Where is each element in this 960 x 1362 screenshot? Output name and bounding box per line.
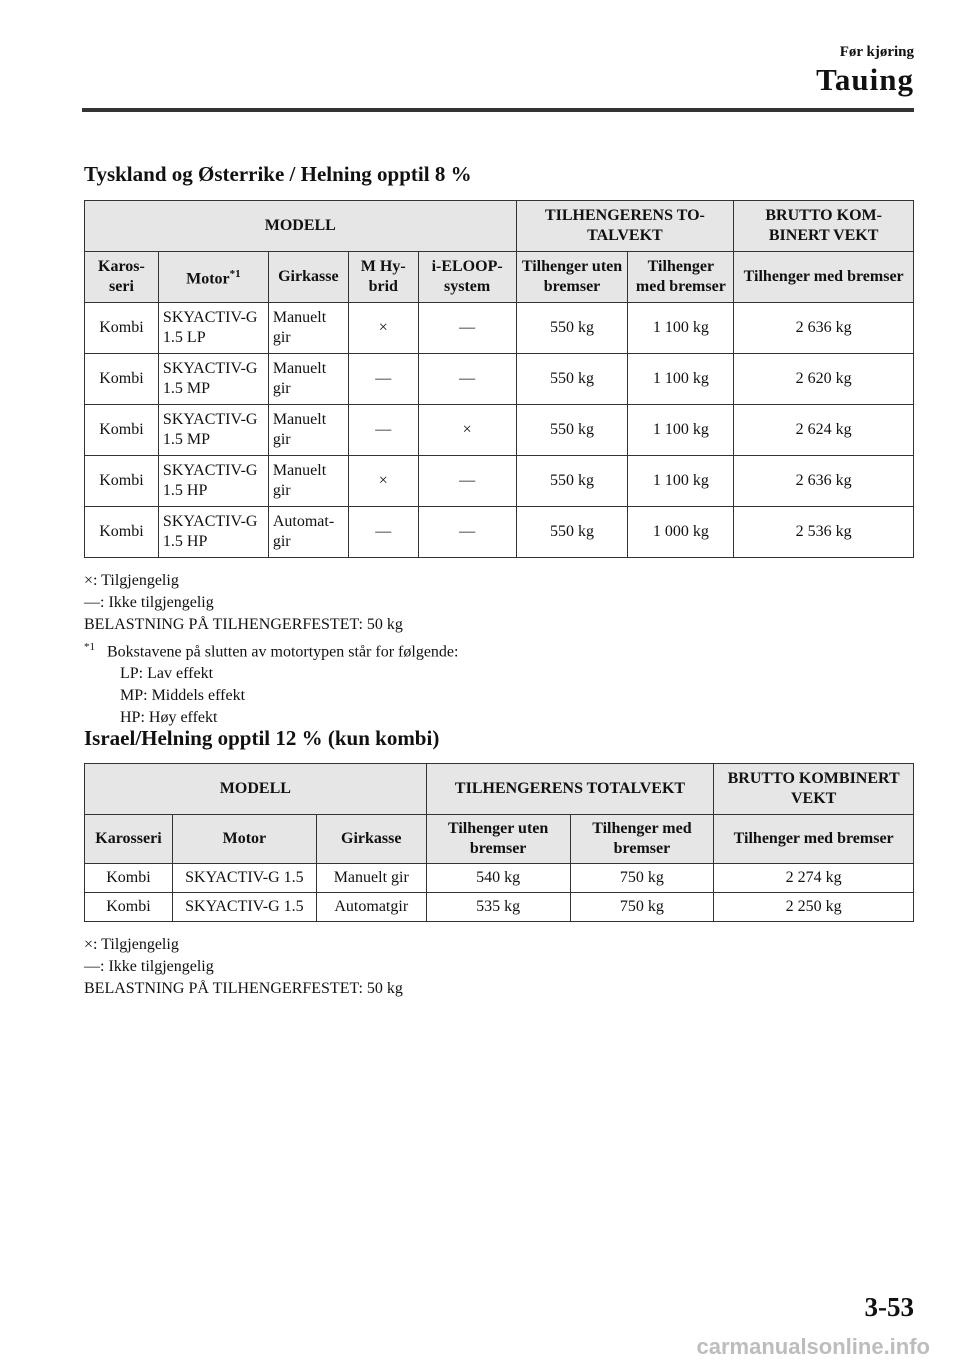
cell-m-hybrid: — [348, 507, 418, 558]
table-row [85, 405, 914, 456]
cell-engine: SKYACTIV-G 1.5 LP [158, 303, 268, 354]
cell-unbraked: 550 kg [516, 456, 628, 507]
note-tongue-load: BELASTNING PÅ TILHENGERFESTET: 50 kg [84, 616, 403, 633]
cell-body: Kombi [85, 354, 159, 405]
table-row [85, 354, 914, 405]
cell-engine: SKYACTIV-G 1.5 MP [158, 405, 268, 456]
cell-gearbox: Manuelt gir [268, 405, 348, 456]
cell-gearbox: Manuelt gir [268, 354, 348, 405]
cell-body: Kombi [85, 893, 173, 922]
col-header-engine [158, 252, 268, 303]
col-header-gearbox: Girkasse [268, 252, 348, 303]
table-row [85, 303, 914, 354]
cell-gross: 2 636 kg [734, 303, 914, 354]
cell-ieloop: — [418, 303, 516, 354]
cell-braked: 1 000 kg [628, 507, 734, 558]
note-not-available: —: Ikke tilgjengelig [84, 958, 214, 975]
footnote-hp: HP: Høy effekt [120, 709, 218, 727]
cell-gross: 2 620 kg [734, 354, 914, 405]
cell-braked: 1 100 kg [628, 354, 734, 405]
section1-notes [84, 570, 458, 729]
page-number: 3-53 [864, 1292, 914, 1322]
cell-gearbox: Manuelt gir [268, 456, 348, 507]
cell-gross: 2 536 kg [734, 507, 914, 558]
cell-unbraked: 540 kg [426, 864, 570, 893]
cell-body: Kombi [85, 864, 173, 893]
col-header-engine-label: Motor [186, 270, 230, 288]
cell-engine: SKYACTIV-G 1.5 [172, 864, 316, 893]
cell-engine: SKYACTIV-G 1.5 [172, 893, 316, 922]
col-header-engine: Motor [172, 815, 316, 864]
col-header-unbraked: Tilhenger uten bremser [426, 815, 570, 864]
section1-title: Tyskland og Østerrike / Helning opptil 8 % [84, 162, 472, 186]
footnote [84, 636, 458, 663]
cell-gearbox: Automatgir [316, 893, 426, 922]
cell-braked: 1 100 kg [628, 405, 734, 456]
note-not-available: —: Ikke tilgjengelig [84, 594, 214, 611]
cell-engine: SKYACTIV-G 1.5 MP [158, 354, 268, 405]
cell-gross: 2 636 kg [734, 456, 914, 507]
cell-body: Kombi [85, 507, 159, 558]
cell-body: Kombi [85, 303, 159, 354]
cell-gross: 2 274 kg [714, 864, 914, 893]
table-row [85, 507, 914, 558]
footer-watermark: carmanualsonline.info [696, 1334, 930, 1359]
col-header-braked: Tilhenger med bremser [570, 815, 714, 864]
section-label: Før kjøring [839, 44, 914, 60]
cell-unbraked: 550 kg [516, 354, 628, 405]
cell-m-hybrid: × [348, 303, 418, 354]
cell-ieloop: — [418, 456, 516, 507]
cell-ieloop: × [418, 405, 516, 456]
group-header-model: MODELL [85, 764, 427, 815]
cell-engine: SKYACTIV-G 1.5 HP [158, 456, 268, 507]
col-header-braked: Tilhenger med bremser [628, 252, 734, 303]
footnote-text: Bokstavene på slutten av motortypen står for følgende: [107, 643, 459, 661]
table-row [85, 864, 914, 893]
cell-gearbox: Automatgir [268, 507, 348, 558]
group-header-trailer-weight: TILHENGERENS TOTALVEKT [426, 764, 714, 815]
group-header-gross-weight: BRUTTO KOMBINERT VEKT [714, 764, 914, 815]
cell-unbraked: 550 kg [516, 303, 628, 354]
cell-unbraked: 535 kg [426, 893, 570, 922]
note-tongue-load: BELASTNING PÅ TILHENGERFESTET: 50 kg [84, 980, 403, 997]
cell-body: Kombi [85, 405, 159, 456]
cell-braked: 750 kg [570, 864, 714, 893]
cell-engine: SKYACTIV-G 1.5 HP [158, 507, 268, 558]
note-available: ×: Tilgjengelig [84, 936, 179, 953]
cell-gross: 2 250 kg [714, 893, 914, 922]
footnote-lp: LP: Lav effekt [120, 665, 214, 683]
cell-braked: 750 kg [570, 893, 714, 922]
cell-unbraked: 550 kg [516, 507, 628, 558]
col-header-unbraked: Tilhenger uten bremser [516, 252, 628, 303]
section2-notes [84, 934, 403, 1000]
cell-ieloop: — [418, 354, 516, 405]
cell-braked: 1 100 kg [628, 303, 734, 354]
group-header-trailer-weight: TILHENGERENS TOTALVEKT [516, 201, 734, 252]
col-header-ieloop: i-ELOOP-system [418, 252, 516, 303]
col-header-body: Karosseri [85, 252, 159, 303]
col-header-m-hybrid: M Hybrid [348, 252, 418, 303]
group-header-model: MODELL [85, 201, 517, 252]
col-header-body: Karosseri [85, 815, 173, 864]
cell-m-hybrid: × [348, 456, 418, 507]
towing-table-israel [84, 763, 914, 922]
cell-gearbox: Manuelt gir [268, 303, 348, 354]
cell-m-hybrid: — [348, 354, 418, 405]
col-header-gearbox: Girkasse [316, 815, 426, 864]
cell-unbraked: 550 kg [516, 405, 628, 456]
header-rule [82, 108, 914, 112]
cell-ieloop: — [418, 507, 516, 558]
cell-braked: 1 100 kg [628, 456, 734, 507]
cell-m-hybrid: — [348, 405, 418, 456]
footnote-ref: *1 [229, 268, 241, 281]
towing-table-germany-austria [84, 200, 914, 558]
cell-gross: 2 624 kg [734, 405, 914, 456]
col-header-gross-braked: Tilhenger med bremser [734, 252, 914, 303]
table-row [85, 456, 914, 507]
group-header-gross-weight: BRUTTO KOMBINERT VEKT [734, 201, 914, 252]
cell-gearbox: Manuelt gir [316, 864, 426, 893]
cell-body: Kombi [85, 456, 159, 507]
section2-title: Israel/Helning opptil 12 % (kun kombi) [84, 726, 440, 750]
col-header-gross-braked: Tilhenger med bremser [714, 815, 914, 864]
footnote-mark: *1 [84, 641, 95, 653]
footnote-mp: MP: Middels effekt [120, 687, 246, 705]
note-available: ×: Tilgjengelig [84, 572, 179, 589]
chapter-title: Tauing [816, 62, 914, 97]
table-row [85, 893, 914, 922]
